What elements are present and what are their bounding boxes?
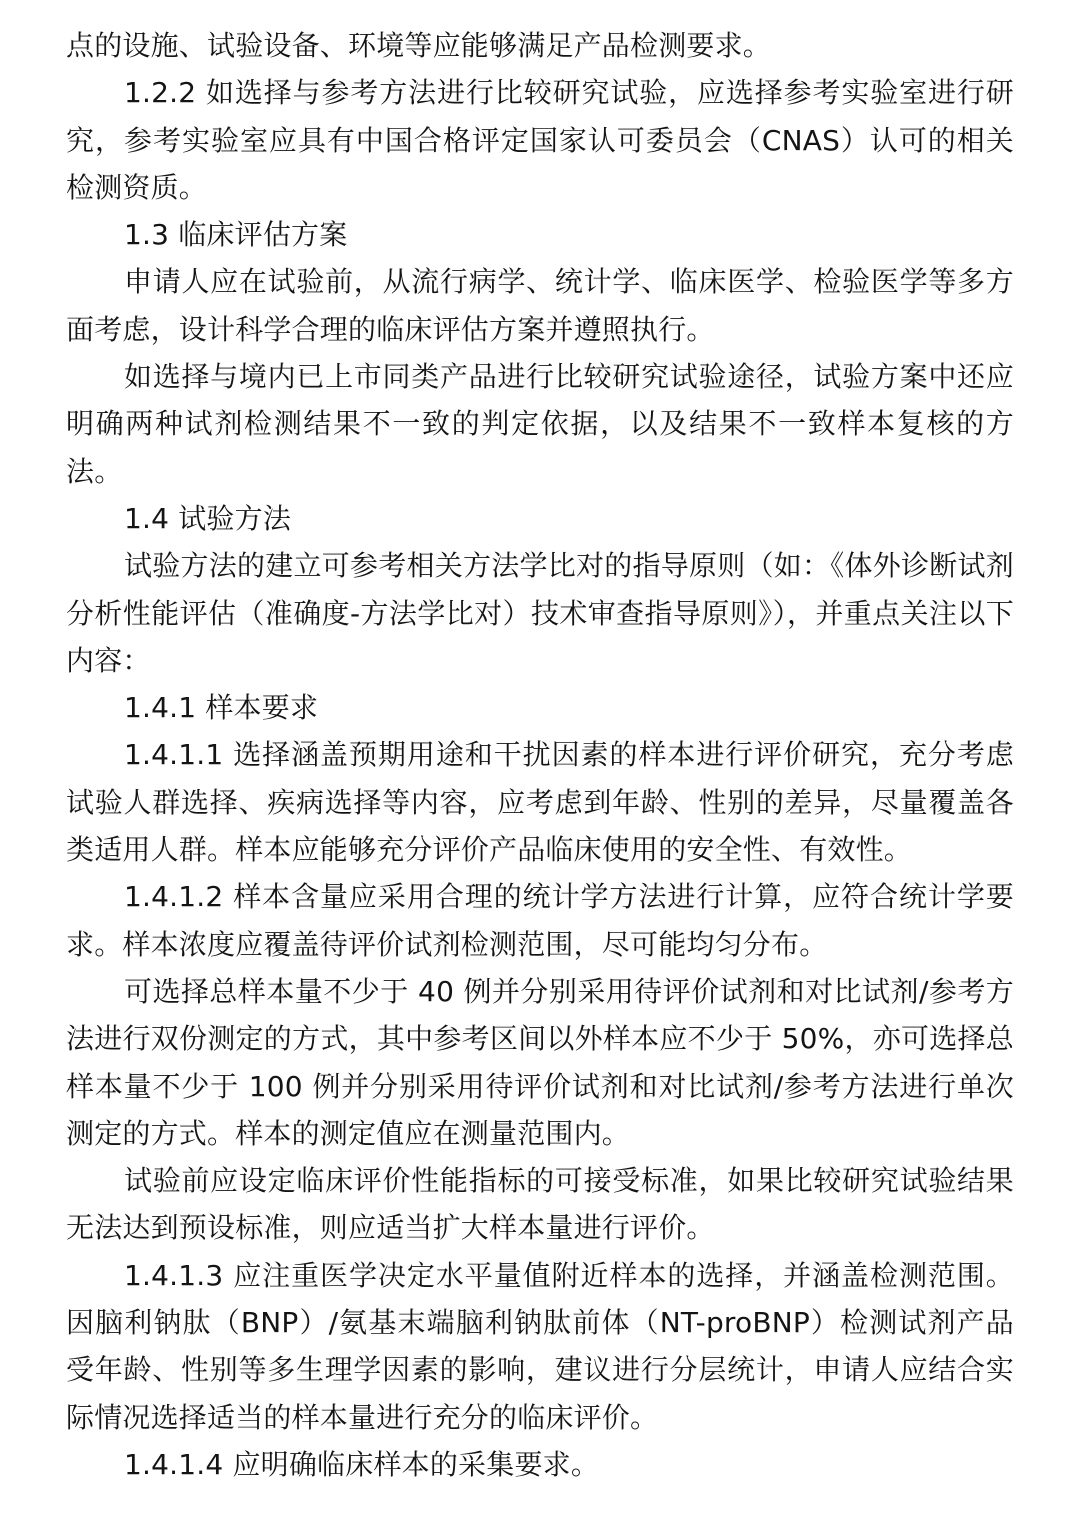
- paragraph-1-4-1-4: 1.4.1.4 应明确临床样本的采集要求。: [124, 1447, 600, 1481]
- paragraph-acceptance-criteria: 试验前应设定临床评价性能指标的可接受标准，如果比较研究试验结果无法达到预设标准，则应适当扩大样本量进行评价。: [66, 1164, 1014, 1245]
- paragraph-comparison-route: 如选择与境内已上市同类产品进行比较研究试验途径，试验方案中还应明确两种试剂检测结果不一致的判定依据，以及结果不一致样本复核的方法。: [66, 360, 1014, 488]
- paragraph-applicant-plan: 申请人应在试验前，从流行病学、统计学、临床医学、检验医学等多方面考虑，设计科学合理的临床评估方案并遵照执行。: [66, 265, 1014, 346]
- paragraph-test-method: 试验方法的建立可参考相关方法学比对的指导原则（如：《体外诊断试剂分析性能评估（准确度-方法学比对）技术审查指导原则》），并重点关注以下内容：: [66, 549, 1014, 677]
- paragraph-1-4-1-1: 1.4.1.1 选择涵盖预期用途和干扰因素的样本进行评价研究，充分考虑试验人群选择、疾病选择等内容，应考虑到年龄、性别的差异，尽量覆盖各类适用人群。样本应能够充分评价产品临床使用的安全性、有效性。: [66, 738, 1014, 867]
- paragraph-1-4-1-3: 1.4.1.3 应注重医学决定水平量值附近样本的选择，并涵盖检测范围。因脑利钠肽（BNP）/氨基末端脑利钠肽前体（NT-proBNP）检测试剂产品受年龄、性别等多生理学因素的影响，建议进行分层统计，申请人应结合实际情况选择适当的样本量进行充分的临床评价。: [66, 1258, 1014, 1434]
- section-heading-1-4-1: 1.4.1 样本要求: [124, 691, 319, 725]
- paragraph-sample-size: 可选择总样本量不少于 40 例并分别采用待评价试剂和对比试剂/参考方法进行双份测定的方式，其中参考区间以外样本应不少于 50%，亦可选择总样本量不少于 100 例并分别采用待评价试剂和对比试剂/参考方法进行单次测定的方式。样本的测定值应在测量范围内。: [66, 974, 1014, 1150]
- section-heading-1-3: 1.3 临床评估方案: [124, 218, 348, 252]
- section-heading-1-4: 1.4 试验方法: [124, 501, 292, 535]
- paragraph-1-4-1-2: 1.4.1.2 样本含量应采用合理的统计学方法进行计算，应符合统计学要求。样本浓度应覆盖待评价试剂检测范围，尽可能均匀分布。: [66, 880, 1014, 961]
- paragraph-1-2-2: 1.2.2 如选择与参考方法进行比较研究试验，应选择参考实验室进行研究，参考实验室应具有中国合格评定国家认可委员会（CNAS）认可的相关检测资质。: [66, 76, 1014, 204]
- paragraph-continuation: 点的设施、试验设备、环境等应能够满足产品检测要求。: [66, 29, 772, 62]
